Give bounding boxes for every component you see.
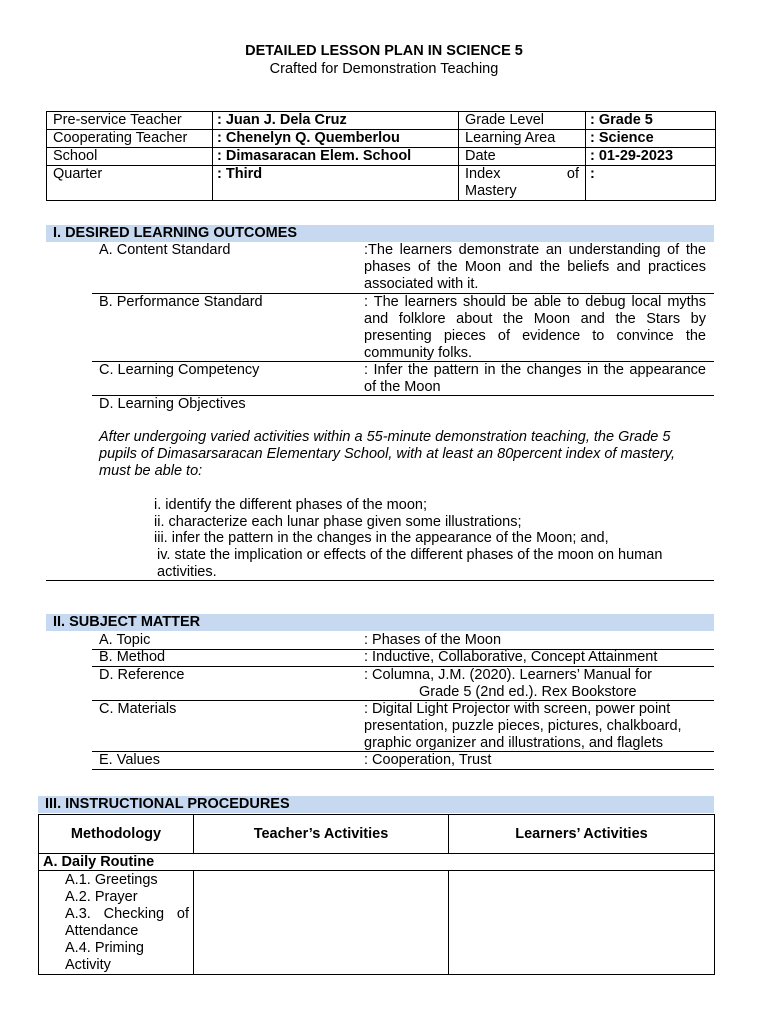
objective-item: ii. characterize each lunar phase given some illustrations; [154, 514, 522, 530]
values-label: E. Values [99, 752, 160, 768]
reference-label: D. Reference [99, 667, 185, 683]
document-subtitle: Crafted for Demonstration Teaching [269, 61, 499, 77]
content-standard-value: :The learners demonstrate an understanding of the phases of the Moon and the beliefs and practices associated with it. [364, 242, 706, 292]
quarter-value: : Third [213, 166, 459, 201]
routine-step: A.2. Prayer [65, 889, 138, 905]
learning-area-label: Learning Area [459, 130, 586, 148]
teacher-activities-cell [194, 871, 449, 975]
topic-value: : Phases of the Moon [364, 632, 502, 648]
school-value: : Dimasaracan Elem. School [213, 148, 459, 166]
method-label: B. Method [99, 649, 166, 665]
preservice-label: Pre-service Teacher [47, 112, 213, 130]
cooperating-label: Cooperating Teacher [47, 130, 213, 148]
teacher-activities-header: Teacher’s Activities [194, 815, 449, 854]
routine-steps-row [39, 871, 715, 975]
objective-item: iii. infer the pattern in the changes in the appearance of the Moon; and, [154, 530, 609, 546]
learning-objectives-label: D. Learning Objectives [99, 396, 246, 412]
index-label-word-2: of [566, 166, 579, 182]
objectives-intro: After undergoing varied activities within a 55-minute demonstration teaching, the Grade 5 pupils of Dimasarsaracan Elementary School, with at least an 80percent index of mastery, must be able to: [99, 429, 675, 479]
routine-steps-cell [39, 871, 194, 975]
content-standard-label: A. Content Standard [99, 242, 231, 258]
date-label: Date [459, 148, 586, 166]
info-row-school [47, 148, 716, 166]
topic-label: A. Topic [99, 632, 151, 648]
index-label-word-1: Index [465, 166, 501, 182]
method-value: : Inductive, Collaborative, Concept Attainment [364, 649, 658, 665]
daily-routine-label: A. Daily Routine [39, 854, 715, 871]
performance-standard-value: : The learners should be able to debug local myths and folklore about the Moon and the Stars by presenting pieces of evidence to convince the community folks. [364, 294, 706, 361]
quarter-label: Quarter [47, 166, 213, 201]
divider [92, 769, 714, 770]
index-of-mastery-value: : [586, 166, 716, 201]
divider [46, 580, 714, 581]
routine-step: A.4. Priming Activity [65, 940, 144, 973]
school-label: School [47, 148, 213, 166]
document-title: DETAILED LESSON PLAN IN SCIENCE 5 [245, 43, 523, 59]
section-heading-subject-matter: II. SUBJECT MATTER [46, 614, 714, 631]
index-of-mastery-label [459, 166, 586, 201]
info-row-quarter [47, 166, 716, 201]
values-value: : Cooperation, Trust [364, 752, 492, 768]
routine-step: A.1. Greetings [65, 872, 158, 888]
methodology-header: Methodology [39, 815, 194, 854]
date-value: : 01-29-2023 [586, 148, 716, 166]
routine-step: A.3. Checking of Attendance [65, 906, 189, 939]
preservice-value: : Juan J. Dela Cruz [213, 112, 459, 130]
index-label-word-3: Mastery [465, 183, 517, 199]
reference-line-1: : Columna, J.M. (2020). Learners’ Manual for [364, 667, 652, 683]
reference-value [364, 667, 706, 701]
cooperating-value: : Chenelyn Q. Quemberlou [213, 130, 459, 148]
section-heading-procedures: III. INSTRUCTIONAL PROCEDURES [38, 796, 714, 813]
info-row-cooperating [47, 130, 716, 148]
procedures-header-row [39, 815, 715, 854]
materials-value: : Digital Light Projector with screen, power point presentation, puzzle pieces, pictures, chalkboard, graphic organizer and illustrations, and flaglets [364, 701, 682, 751]
learning-area-value: : Science [586, 130, 716, 148]
daily-routine-row [39, 854, 715, 871]
materials-label: C. Materials [99, 701, 177, 717]
grade-level-label: Grade Level [459, 112, 586, 130]
info-row-preservice [47, 112, 716, 130]
teacher-info-table [46, 111, 716, 201]
performance-standard-label: B. Performance Standard [99, 294, 263, 310]
learning-competency-value: : Infer the pattern in the changes in the appearance of the Moon [364, 362, 706, 395]
learners-activities-cell [449, 871, 715, 975]
learning-competency-label: C. Learning Competency [99, 362, 260, 378]
objective-item: i. identify the different phases of the moon; [154, 497, 427, 513]
procedures-table [38, 814, 715, 975]
objective-item: iv. state the implication or effects of the different phases of the moon on human activities. [157, 547, 663, 580]
section-heading-outcomes: I. DESIRED LEARNING OUTCOMES [46, 225, 714, 242]
reference-line-2: Grade 5 (2nd ed.). Rex Bookstore [419, 684, 637, 700]
grade-level-value: : Grade 5 [586, 112, 716, 130]
learners-activities-header: Learners’ Activities [449, 815, 715, 854]
